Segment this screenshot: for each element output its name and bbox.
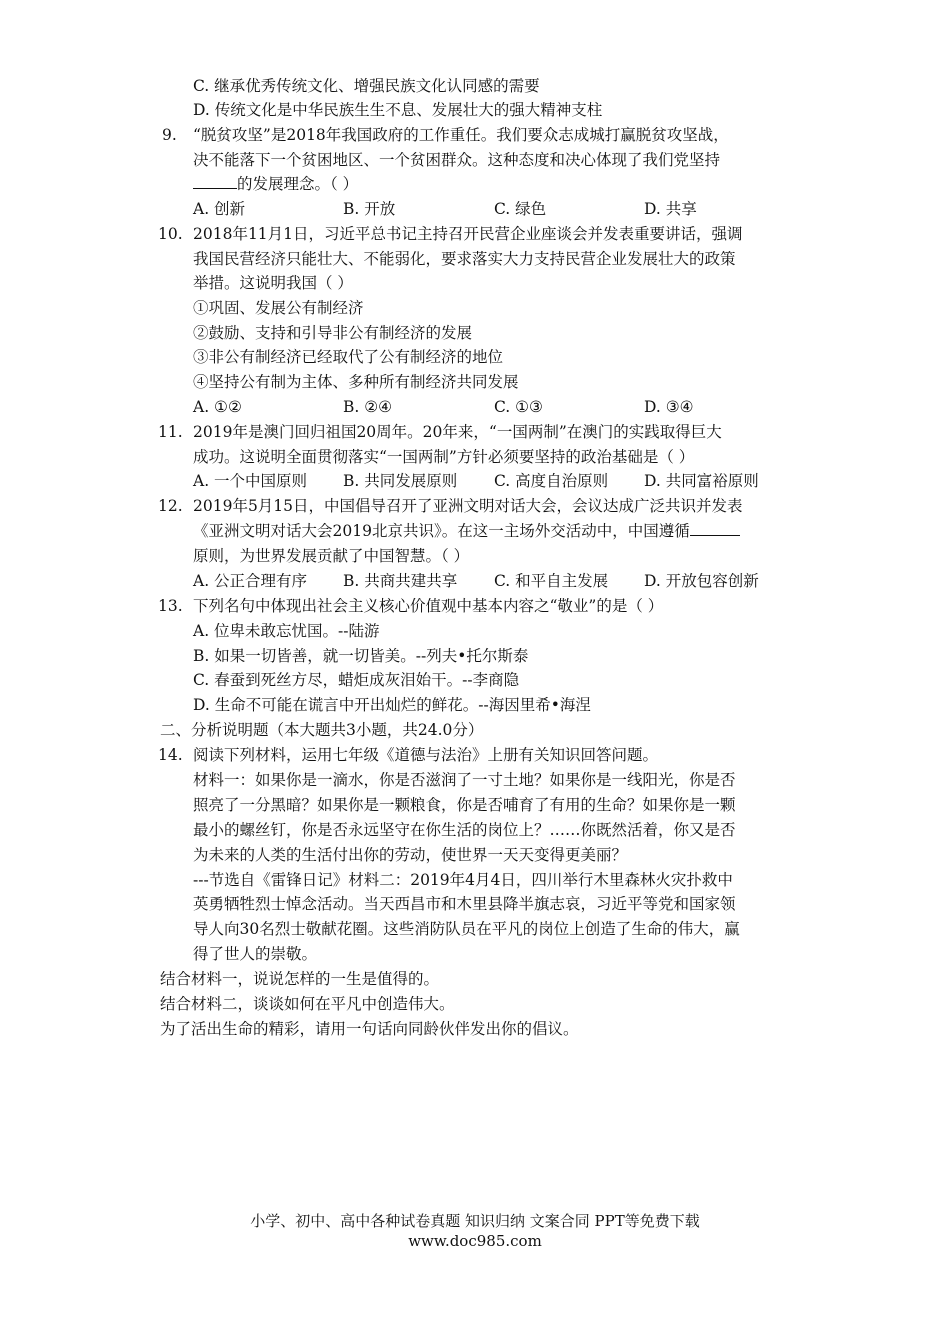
q11-stem-line1: 2019年是澳门回归祖国20周年。20年来，“一国两制”在澳门的实践取得巨大 [193,423,722,441]
q11-number: 11. [158,423,183,441]
q12-stem-line1: 2019年5月15日，中国倡导召开了亚洲文明对话大会，会议达成广泛共识并发表 [193,497,743,515]
q14-material-line6: 英勇牺牲烈士悼念活动。当天西昌市和木里县降半旗志哀，习近平等党和国家领 [193,895,736,913]
q13-stem-line1: 下列名句中体现出社会主义核心价值观中基本内容之“敬业”的是（ ） [193,597,664,615]
q14-sub-question-3: 为了活出生命的精彩，请用一句话向同龄伙伴发出你的倡议。 [160,1020,579,1038]
q14-stem-line1: 阅读下列材料，运用七年级《道德与法治》上册有关知识回答问题。 [193,746,659,764]
q14-number: 14. [158,746,183,764]
q10-statement-4: ④坚持公有制为主体、多种所有制经济共同发展 [193,373,519,391]
answer-blank [193,174,237,189]
q14-sub-question-1: 结合材料一，说说怎样的一生是值得的。 [160,970,440,988]
q12-option-c: C. 和平自主发展 [494,572,609,590]
q12-stem-line2: 《亚洲文明对话大会2019北京共识》。在这一主场外交活动中，中国遵循 [193,521,740,541]
q10-option-a: A. ①② [193,398,242,416]
q13-option-a: A. 位卑未敢忘忧国。--陆游 [193,622,380,640]
q14-material-line8: 得了世人的崇敬。 [193,945,318,963]
q11-option-b: B. 共同发展原则 [343,472,458,490]
q10-statement-1: ①巩固、发展公有制经济 [193,299,364,317]
q9-option-b: B. 开放 [343,200,396,218]
answer-blank [690,521,740,536]
q12-stem-line3: 原则，为世界发展贡献了中国智慧。（ ） [193,547,470,565]
q10-statement-2: ②鼓励、支持和引导非公有制经济的发展 [193,324,473,342]
q9-stem-line2: 决不能落下一个贫困地区、一个贫困群众。这种态度和决心体现了我们党坚持 [193,151,721,169]
q13-number: 13. [158,597,183,615]
section-heading: 二、分析说明题（本大题共3小题，共24.0分） [160,721,484,739]
q9-stem-line1: “脱贫攻坚”是2018年我国政府的工作重任。我们要众志成城打赢脱贫攻坚战， [193,126,729,144]
footer-ad-text: 小学、初中、高中各种试卷真题 知识归纳 文案合同 PPT等免费下载 [250,1212,700,1230]
q14-sub-question-2: 结合材料二，谈谈如何在平凡中创造伟大。 [160,995,455,1013]
q14-material-line7: 导人向30名烈士敬献花圈。这些消防队员在平凡的岗位上创造了生命的伟大，赢 [193,920,740,938]
footer-url[interactable]: www.doc985.com [408,1232,542,1250]
q9-option-d: D. 共享 [644,200,697,218]
q10-option-d: D. ③④ [644,398,694,416]
q9-number: 9. [162,126,177,144]
q11-option-a: A. 一个中国原则 [193,472,308,490]
q9-option-c: C. 绿色 [494,200,547,218]
q8-option-c: C. 继承优秀传统文化、增强民族文化认同感的需要 [193,77,540,95]
q14-material-line5: ---节选自《雷锋日记》材料二：2019年4月4日，四川举行木里森林火灾扑救中 [193,871,733,889]
q10-stem-line2: 我国民营经济只能壮大、不能弱化，要求落实大力支持民营企业发展壮大的政策 [193,250,736,268]
q14-material-line2: 照亮了一分黑暗？如果你是一颗粮食，你是否哺育了有用的生命？如果你是一颗 [193,796,736,814]
q10-option-b: B. ②④ [343,398,393,416]
q13-option-b: B. 如果一切皆善，就一切皆美。--列夫•托尔斯泰 [193,647,529,665]
q14-material-line3: 最小的螺丝钉，你是否永远坚守在你生活的岗位上？……你既然活着，你又是否 [193,821,736,839]
q13-option-c: C. 春蚕到死丝方尽，蜡炬成灰泪始干。--李商隐 [193,671,520,689]
q11-option-c: C. 高度自治原则 [494,472,609,490]
q10-stem-line3: 举措。这说明我国（ ） [193,274,353,292]
q9-stem-line3: 的发展理念。（ ） [193,174,358,194]
q8-option-d: D. 传统文化是中华民族生生不息、发展壮大的强大精神支柱 [193,101,603,119]
q14-material-line1: 材料一：如果你是一滴水，你是否滋润了一寸土地？如果你是一线阳光，你是否 [193,771,736,789]
q10-stem-line1: 2018年11月1日，习近平总书记主持召开民营企业座谈会并发表重要讲话，强调 [193,225,743,243]
q10-number: 10. [158,225,183,243]
q14-material-line4: 为未来的人类的生活付出你的劳动，使世界一天天变得更美丽？ [193,846,628,864]
q12-option-a: A. 公正合理有序 [193,572,308,590]
q11-stem-line2: 成功。这说明全面贯彻落实“一国两制”方针必须要坚持的政治基础是（ ） [193,448,695,466]
q12-number: 12. [158,497,183,515]
q10-statement-3: ③非公有制经济已经取代了公有制经济的地位 [193,348,504,366]
q11-option-d: D. 共同富裕原则 [644,472,759,490]
q13-option-d: D. 生命不可能在谎言中开出灿烂的鲜花。--海因里希•海涅 [193,696,591,714]
q12-option-b: B. 共商共建共享 [343,572,458,590]
q12-option-d: D. 开放包容创新 [644,572,759,590]
q9-option-a: A. 创新 [193,200,246,218]
q10-option-c: C. ①③ [494,398,543,416]
